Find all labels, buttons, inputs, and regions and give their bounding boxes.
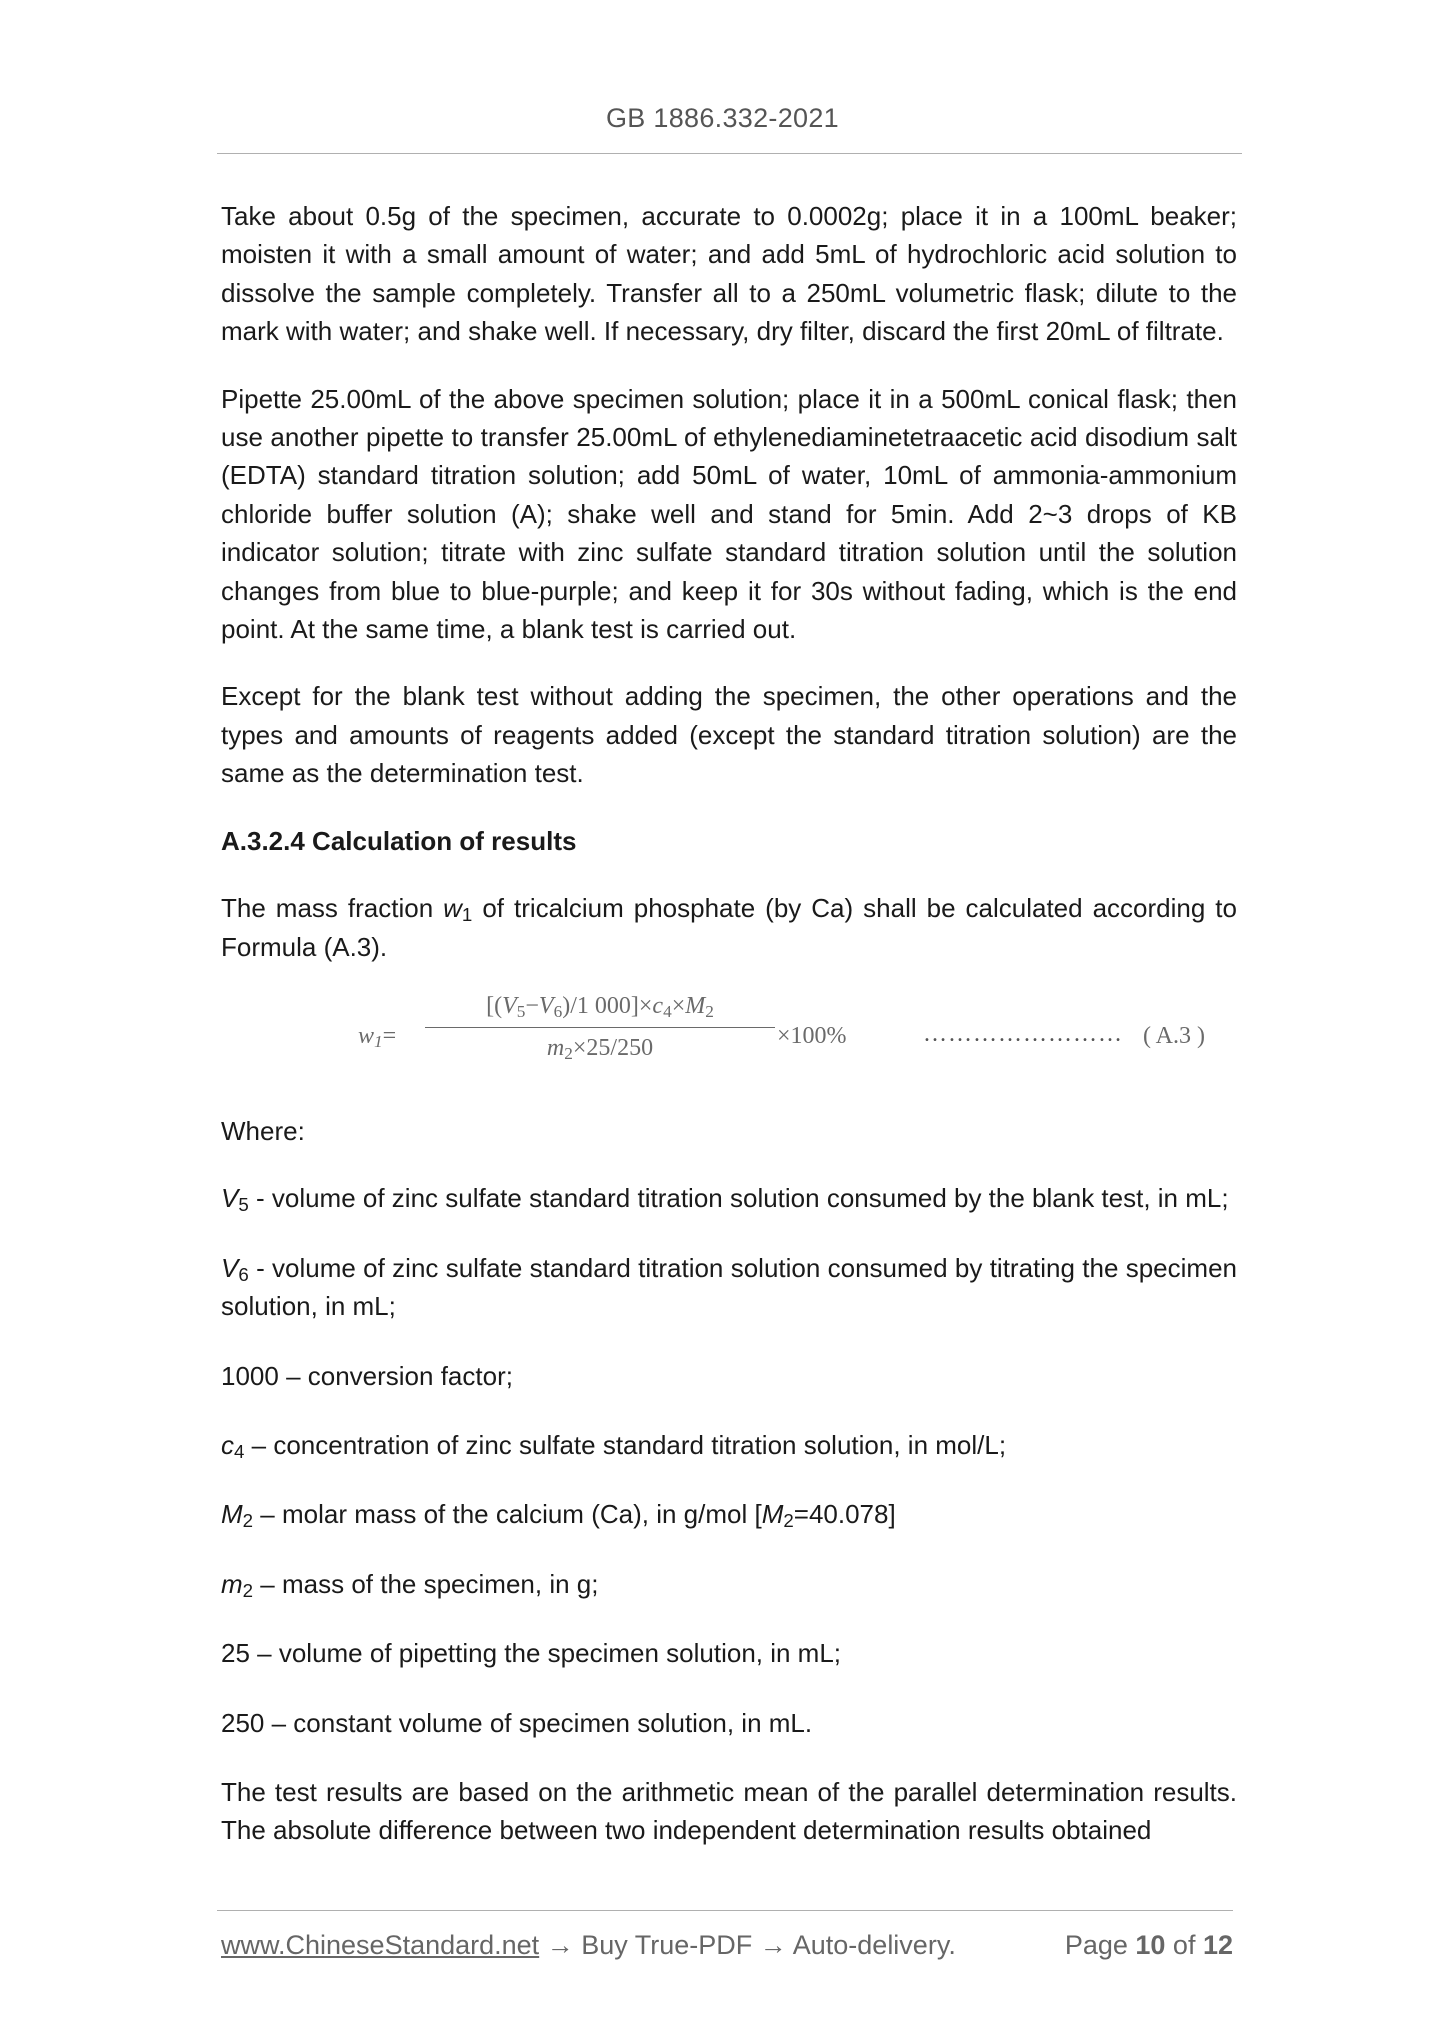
M2-subscript-inline: 2 xyxy=(783,1510,794,1532)
document-body xyxy=(221,197,1237,1850)
formula-lhs-subscript: 1 xyxy=(374,1031,383,1051)
M2-description: – molar mass of the calcium (Ca), in g/mol [ xyxy=(253,1499,762,1530)
variable-definitions xyxy=(221,1179,1237,1742)
numerator-minus: − xyxy=(525,992,539,1019)
numerator-c-sub: 4 xyxy=(663,1001,672,1021)
footer-promo xyxy=(221,1930,956,1961)
M2-symbol-inline: M xyxy=(761,1499,784,1530)
v5-description: - volume of zinc sulfate standard titration solution consumed by the blank test, in mL; xyxy=(248,1183,1229,1214)
formula-lhs-symbol: w xyxy=(358,1022,375,1049)
formula-lhs xyxy=(358,1017,396,1055)
header-divider xyxy=(217,153,1242,154)
definition-250: 250 – constant volume of specimen solution, in mL. xyxy=(221,1707,813,1738)
intro-text-end: of tricalcium phosphate (by Ca) shall be calculated according to Formula (A.3). xyxy=(221,893,1237,962)
paragraph-titration-procedure: Pipette 25.00mL of the above specimen solution; place it in a 500mL conical flask; then use another pipette to transfer 25.00mL of ethylenediaminetetraacetic acid disodium salt (EDTA) standard titration solution; add 50mL of water, 10mL of ammonia-ammonium chloride buffer solution (A); shake well and stand for 5min. Add 2~3 drops of KB indicator solution; titrate with zinc sulfate standard titration solution until the solution changes from blue to blue-purple; and keep it for 30s without fading, which is the end point. At the same time, a blank test is carried out. xyxy=(221,383,1237,645)
formula-numerator xyxy=(425,989,775,1023)
v6-subscript: 6 xyxy=(238,1263,249,1285)
M2-value: =40.078] xyxy=(793,1499,896,1530)
definition-1000: 1000 – conversion factor; xyxy=(221,1360,513,1391)
definition-v6 xyxy=(221,1249,1237,1326)
c4-subscript: 4 xyxy=(234,1441,245,1463)
definition-M2 xyxy=(221,1495,1237,1533)
formula-denominator xyxy=(425,1032,775,1064)
m2-subscript: 2 xyxy=(242,1579,254,1601)
numerator-v5: V xyxy=(502,992,517,1019)
numerator-open: [( xyxy=(486,992,503,1019)
formula-equals: = xyxy=(382,1022,397,1049)
footer-promo-text: → Buy True-PDF → Auto-delivery. xyxy=(539,1930,956,1960)
fraction-bar xyxy=(425,1027,775,1028)
definition-v5 xyxy=(221,1179,1237,1217)
numerator-v6-sub: 6 xyxy=(553,1001,563,1021)
m2-symbol: m xyxy=(221,1568,243,1599)
M2-subscript: 2 xyxy=(242,1510,254,1532)
numerator-v5-sub: 5 xyxy=(516,1001,526,1021)
numerator-m: M xyxy=(685,992,706,1019)
M2-symbol: M xyxy=(221,1499,243,1530)
c4-symbol: c xyxy=(221,1429,234,1460)
page-label: Page xyxy=(1064,1930,1136,1960)
v6-description: - volume of zinc sulfate standard titration solution consumed by titrating the specimen solution, in mL; xyxy=(221,1252,1237,1322)
c4-description: – concentration of zinc sulfate standard titration solution, in mol/L; xyxy=(244,1429,1007,1460)
intro-text-start: The mass fraction xyxy=(221,893,444,924)
section-heading: A.3.2.4 Calculation of results xyxy=(221,825,577,856)
paragraph-where: Where: xyxy=(221,1115,305,1146)
numerator-times: × xyxy=(671,992,686,1019)
definition-m2 xyxy=(221,1565,1237,1603)
formula-times-percent: ×100% xyxy=(777,1022,847,1049)
website-link[interactable]: www.ChineseStandard.net xyxy=(221,1930,540,1960)
paragraph-formula-intro xyxy=(221,889,1237,966)
formula-fraction xyxy=(425,989,775,1064)
v6-symbol: V xyxy=(221,1252,239,1283)
total-pages: 12 xyxy=(1202,1930,1233,1960)
of-label: of xyxy=(1165,1930,1203,1960)
footer-divider xyxy=(217,1910,1233,1911)
denominator-m-sub: 2 xyxy=(564,1043,573,1063)
mass-fraction-subscript: 1 xyxy=(461,904,473,926)
definition-25: 25 – volume of pipetting the specimen solution, in mL; xyxy=(221,1638,842,1669)
denominator-m: m xyxy=(546,1034,565,1061)
formula-a3 xyxy=(221,989,1237,1075)
m2-description: – mass of the specimen, in g; xyxy=(253,1568,599,1599)
numerator-c: c xyxy=(652,992,664,1019)
paragraph-blank-test: Except for the blank test without adding the specimen, the other operations and the types and amounts of reagents added (except the standard titration solution) are the same as the determination test. xyxy=(221,681,1237,789)
denominator-rest: ×25/250 xyxy=(572,1034,654,1061)
paragraph-results: The test results are based on the arithmetic mean of the parallel determination results. The absolute difference between two independent determination results obtained xyxy=(221,1776,1237,1846)
numerator-mid: )/1 000]× xyxy=(562,992,653,1019)
v5-subscript: 5 xyxy=(238,1194,249,1216)
v5-symbol: V xyxy=(221,1183,239,1214)
paragraph-sample-preparation: Take about 0.5g of the specimen, accurate to 0.0002g; place it in a 100mL beaker; moisten it with a small amount of water; and add 5mL of hydrochloric acid solution to dissolve the sample completely. Transfer all to a 250mL volumetric flask; dilute to the mark with water; and shake well. If necessary, dry filter, discard the first 20mL of filtrate. xyxy=(221,201,1237,347)
formula-number-label: ( A.3 ) xyxy=(1143,1022,1205,1049)
definition-c4 xyxy=(221,1426,1237,1464)
numerator-m-sub: 2 xyxy=(705,1001,714,1021)
formula-leader-dots: …………………… xyxy=(923,1020,1123,1047)
current-page: 10 xyxy=(1135,1930,1166,1960)
document-id-header: GB 1886.332-2021 xyxy=(606,103,839,133)
mass-fraction-symbol: w xyxy=(443,893,462,924)
numerator-v6: V xyxy=(538,992,554,1019)
page-number xyxy=(1065,1930,1233,1961)
